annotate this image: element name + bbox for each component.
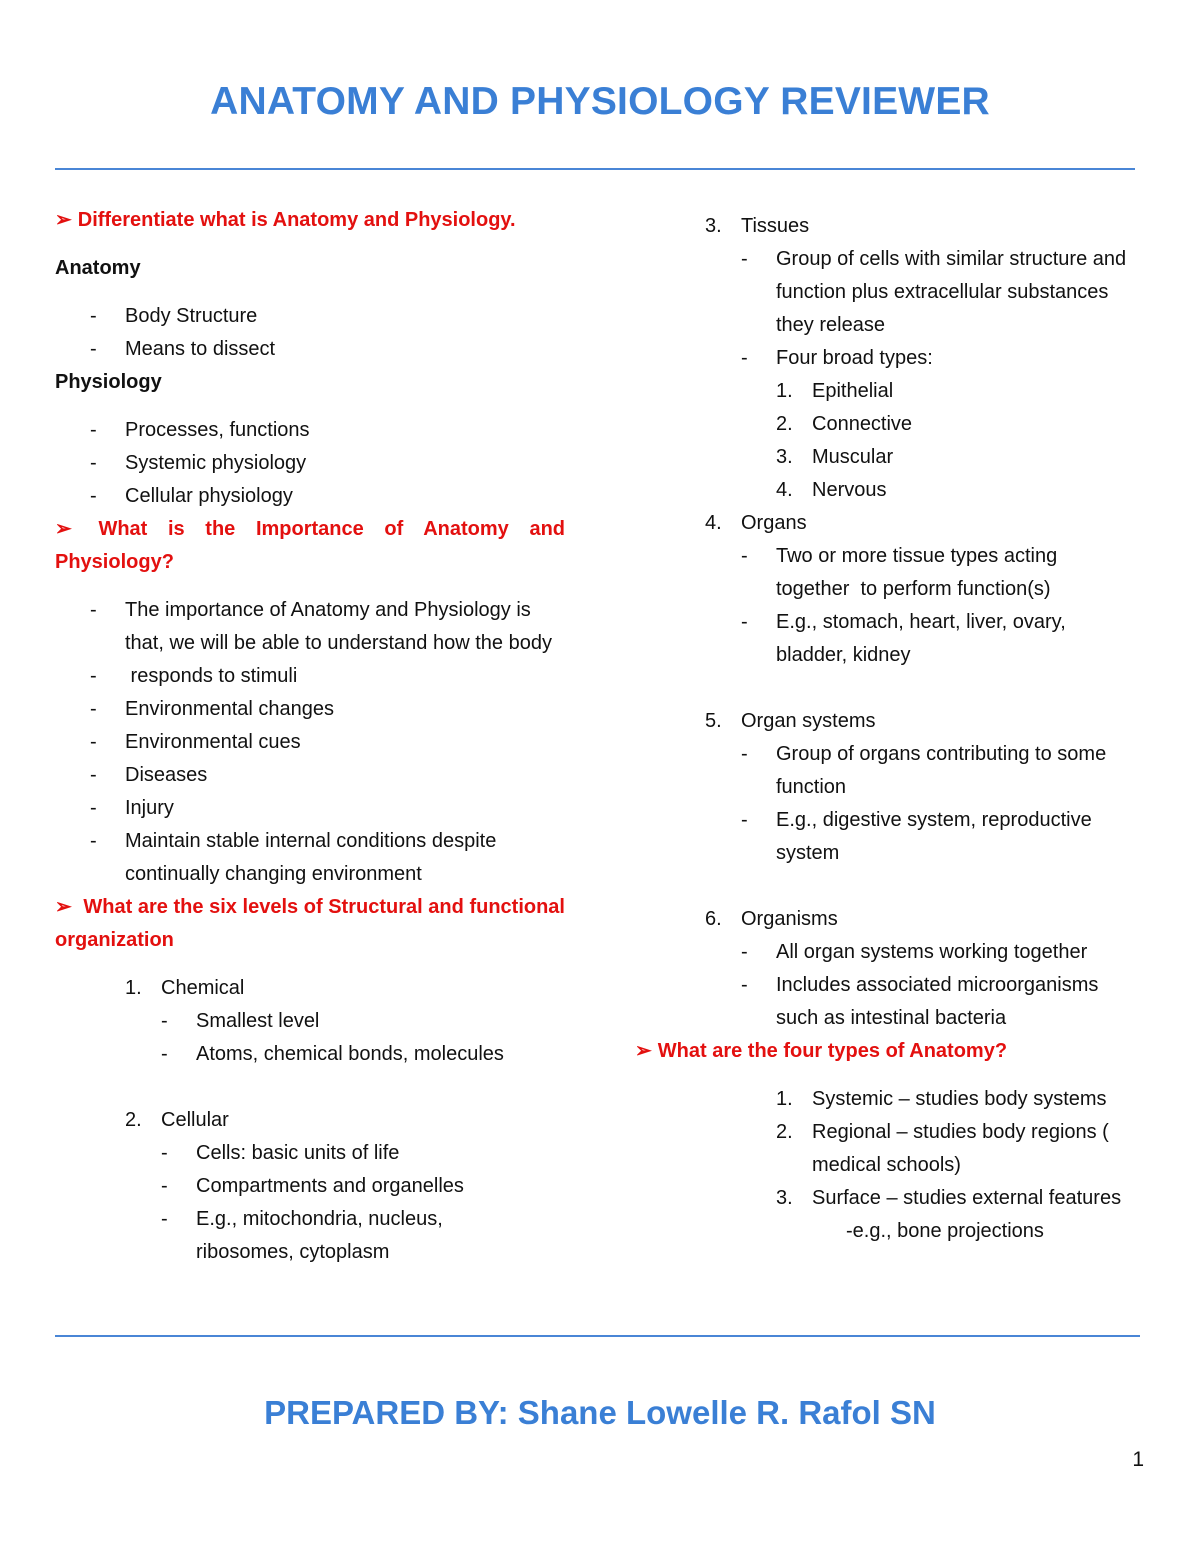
bottom-divider [55, 1335, 1140, 1337]
list-item: - responds to stimuli [90, 665, 298, 687]
list-item: - Atoms, chemical bonds, molecules [161, 1043, 504, 1065]
list-item: - Processes, functions [90, 419, 310, 441]
page-number: 1 [1132, 1448, 1144, 1471]
question-four-types: ➢ What are the four types of Anatomy? [635, 1040, 1008, 1062]
list-item: - Maintain stable internal conditions despite continually changing environment [90, 830, 497, 885]
list-item: - E.g., mitochondria, nucleus, ribosomes, cytoplasm [161, 1208, 443, 1263]
list-item: - Smallest level [161, 1010, 320, 1032]
list-item: - Injury [90, 797, 174, 819]
anatomy-type-systemic: 1. Systemic – studies body systems [776, 1088, 1107, 1110]
list-item: - Body Structure [90, 305, 258, 327]
question-differentiate: ➢ Differentiate what is Anatomy and Physiology. [55, 209, 516, 231]
level-item-chemical: 1. Chemical [125, 977, 245, 999]
tissue-type: 2. Connective [776, 413, 913, 435]
list-item: - Cellular physiology [90, 485, 293, 507]
right-column [635, 210, 1150, 1248]
list-item: - Compartments and organelles [161, 1175, 464, 1197]
arrow-bullet-icon: ➢ [55, 518, 72, 540]
question-importance: ➢ What is the Importance of Anatomy and Physiology? [55, 518, 565, 573]
list-item: - Group of organs contributing to some function [741, 743, 1107, 798]
tissue-type: 4. Nervous [776, 479, 887, 501]
level-item-tissues: 3. Tissues [705, 215, 810, 237]
list-item: - Means to dissect [90, 338, 276, 360]
level-item-cellular: 2. Cellular [125, 1109, 229, 1131]
list-item: - Four broad types: [741, 347, 933, 369]
surface-example: -e.g., bone projections [846, 1220, 1044, 1242]
level-item-organs: 4. Organs [705, 512, 807, 534]
physiology-heading: Physiology [55, 371, 162, 393]
tissue-type: 1. Epithelial [776, 380, 894, 402]
anatomy-heading: Anatomy [55, 257, 141, 279]
anatomy-type-surface: 3. Surface – studies external features [776, 1187, 1122, 1209]
list-item: - Two or more tissue types acting together to perform function(s) [741, 545, 1063, 600]
arrow-bullet-icon: ➢ [635, 1040, 652, 1062]
left-column [55, 204, 565, 1269]
list-item: - Cells: basic units of life [161, 1142, 400, 1164]
prepared-by: PREPARED BY: Shane Lowelle R. Rafol SN [264, 1394, 936, 1431]
level-item-organ-systems: 5. Organ systems [705, 710, 876, 732]
list-item: - E.g., digestive system, reproductive system [741, 809, 1092, 864]
top-divider [55, 168, 1135, 170]
list-item: - Environmental changes [90, 698, 335, 720]
arrow-bullet-icon: ➢ [55, 896, 72, 918]
list-item: - E.g., stomach, heart, liver, ovary, bladder, kidney [741, 611, 1066, 666]
anatomy-type-regional: 2. Regional – studies body regions ( medical schools) [776, 1121, 1109, 1176]
list-item: - Systemic physiology [90, 452, 307, 474]
list-item: - The importance of Anatomy and Physiology is that, we will be able to understand how the body [90, 599, 552, 654]
arrow-bullet-icon: ➢ [55, 209, 72, 231]
tissue-type: 3. Muscular [776, 446, 894, 468]
question-six-levels: ➢ What are the six levels of Structural and functional organization [55, 896, 565, 951]
level-item-organisms: 6. Organisms [705, 908, 838, 930]
document-title: ANATOMY AND PHYSIOLOGY REVIEWER [210, 80, 990, 123]
list-item: - Environmental cues [90, 731, 301, 753]
list-item: - Diseases [90, 764, 208, 786]
list-item: - Group of cells with similar structure and function plus extracellular substances they release [741, 248, 1127, 336]
list-item: - All organ systems working together [741, 941, 1088, 963]
list-item: - Includes associated microorganisms such as intestinal bacteria [741, 974, 1099, 1029]
